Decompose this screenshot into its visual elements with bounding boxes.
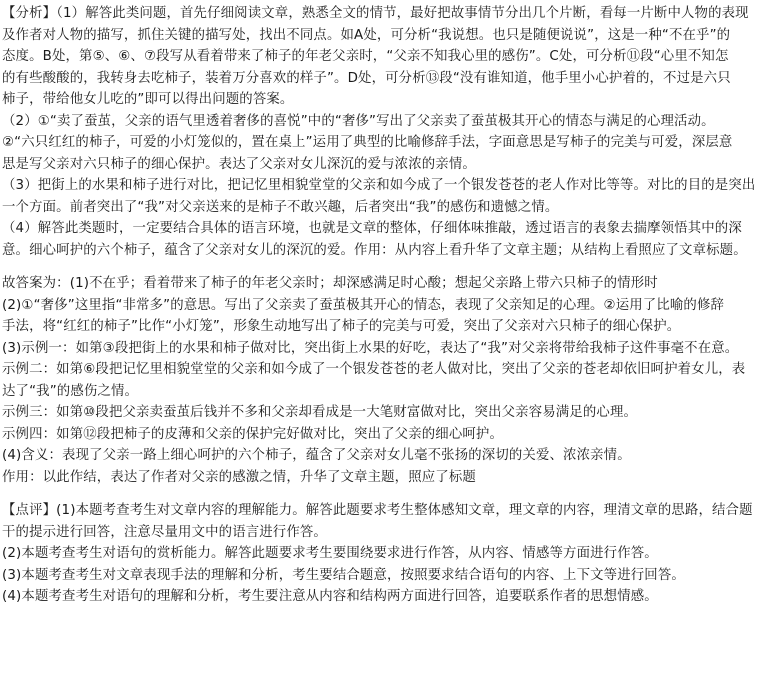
comment-line-4: (3)本题考查考生对文章表现手法的理解和分析，考生要结合题意，按照要求结合语句的内容、上下文等进行回答。 [2, 568, 685, 583]
analysis-line-12: 意。细心呵护的六个柿子，蕴含了父亲对女儿的深沉的爱。作用：从内容上看升华了文章主题；从结构上看照应了文章标题。 [2, 243, 747, 258]
comment-line-2: 干的提示进行回答，注意尽量用文中的语言进行作答。 [2, 525, 327, 540]
answer-line-2: (2)①“奢侈”这里指“非常多”的意思。写出了父亲卖了蚕茧极其开心的情态，表现了父亲知足的心理。②运用了比喻的修辞 [2, 298, 725, 313]
answer-line-10: 作用：以此作结，表达了作者对父亲的感激之情，升华了文章主题，照应了标题 [2, 470, 476, 485]
analysis-line-5: 柿子，带给他女儿吃的”即可以得出问题的答案。 [2, 92, 294, 107]
analysis-line-7: ②“六只红红的柿子，可爱的小灯笼似的，置在桌上”运用了典型的比喻修辞手法，字面意思是写柿子的完美与可爱，深层意 [2, 135, 733, 150]
comment-line-3: (2)本题考查考生对语句的赏析能力。解答此题要求考生要围绕要求进行作答，从内容、情感等方面进行作答。 [2, 546, 658, 561]
answer-line-9: (4)含义：表现了父亲一路上细心呵护的六个柿子，蕴含了父亲对女儿毫不张扬的深切的关爱、浓浓亲情。 [2, 448, 631, 463]
analysis-line-8: 思是写父亲对六只柿子的细心保护。表达了父亲对女儿深沉的爱与浓浓的亲情。 [2, 157, 476, 172]
answer-line-5: 示例二：如第⑥段把记忆里相貌堂堂的父亲和如今成了一个银发苍苍的老人做对比，突出了父亲的苍老却依旧呵护着女儿，表 [2, 362, 746, 377]
analysis-line-6: （2）①“卖了蚕茧，父亲的语气里透着奢侈的喜悦”中的“奢侈”写出了父亲卖了蚕茧极其开心的情态与满足的心理活动。 [2, 114, 715, 129]
answer-line-8: 示例四：如第⑫段把柿子的皮薄和父亲的保护完好做对比，突出了父亲的细心呵护。 [2, 427, 504, 442]
answer-line-4: (3)示例一：如第③段把街上的水果和柿子做对比，突出街上水果的好吃，表达了“我”对父亲将带给我柿子这件事毫不在意。 [2, 341, 739, 356]
analysis-line-2: 及作者对人物的描写，抓住关键的描写处，找出不同点。如A处，可分析“我说想。也只是随便说说”，这是一种“不在乎”的 [2, 28, 731, 43]
analysis-line-11: （4）解答此类题时，一定要结合具体的语言环境，也就是文章的整体，仔细体味推敲，透过语言的表象去揣摩领悟其中的深 [2, 221, 742, 236]
answer-line-6: 达了“我”的感伤之情。 [2, 384, 139, 399]
analysis-line-9: （3）把街上的水果和柿子进行对比，把记忆里相貌堂堂的父亲和如今成了一个银发苍苍的老人作对比等等。对比的目的是突出 [2, 178, 756, 193]
analysis-line-1: 【分析】（1）解答此类问题，首先仔细阅读文章，熟悉全文的情节，最好把故事情节分出几个片断，看每一片断中人物的表现 [2, 6, 749, 21]
comment-line-1: 【点评】(1)本题考查考生对文章内容的理解能力。解答此题要求考生整体感知文章，理文章的内容，理清文章的思路，结合题 [2, 503, 753, 518]
comment-line-5: (4)本题考查考生对语句的理解和分析，考生要注意从内容和结构两方面进行回答，追要联系作者的思想情感。 [2, 589, 658, 604]
analysis-line-3: 态度。B处，第⑤、⑥、⑦段写从看着带来了柿子的年老父亲时，“父亲不知我心里的感伤”。C处，可分析⑪段“心里不知怎 [2, 49, 729, 64]
answer-line-3: 手法，将“红红的柿子”比作“小灯笼”，形象生动地写出了柿子的完美与可爱，突出了父亲对六只柿子的细心保护。 [2, 319, 681, 334]
answer-line-7: 示例三：如第⑩段把父亲卖蚕茧后钱并不多和父亲却看成是一大笔财富做对比，突出父亲容易满足的心理。 [2, 405, 638, 420]
answer-line-1: 故答案为：(1)不在乎；看着带来了柿子的年老父亲时；却深感满足时心酸；想起父亲路上带六只柿子的情形时 [2, 276, 658, 291]
analysis-line-4: 的有些酸酸的，我转身去吃柿子，装着万分喜欢的样子”。D处，可分析⑬段“没有谁知道，他手里小心护着的，不过是六只 [2, 71, 731, 86]
analysis-line-10: 一个方面。前者突出了“我”对父亲送来的是柿子不敢兴趣，后者突出“我”的感伤和遗憾之情。 [2, 200, 559, 215]
